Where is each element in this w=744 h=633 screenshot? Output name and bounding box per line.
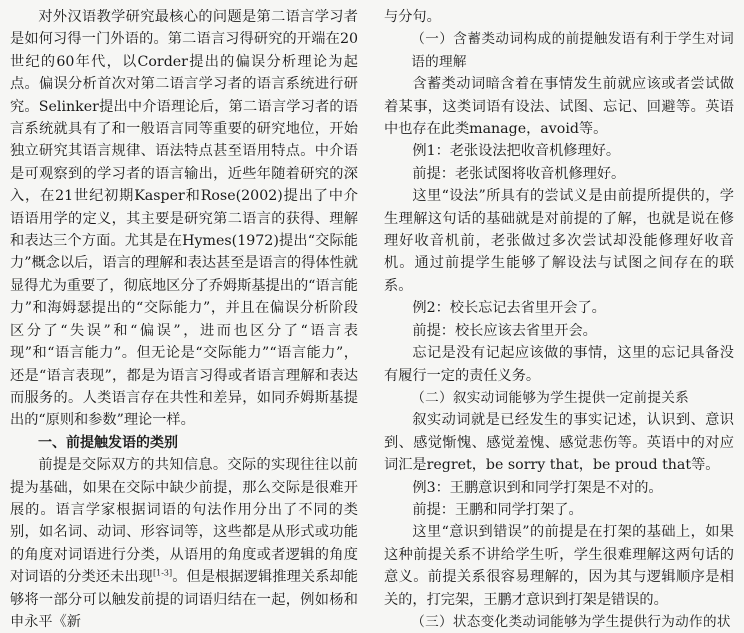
section-heading: 一、前提触发语的类别 <box>38 434 178 451</box>
continued-text: 与分句。 <box>384 9 441 25</box>
example-2-explanation: 忘记是没有记起应该做的事情，这里的忘记具备没有履行一定的责任义务。 <box>384 345 734 384</box>
example-2: 例2：校长忘记去省里开会了。 <box>412 300 606 317</box>
right-column <box>384 6 734 633</box>
subsection-heading-1: （一）含蓄类动词构成的前提触发语有利于学生对词语的理解 <box>411 31 734 70</box>
presupposition-text: 前提是交际双方的共知信息。交际的实现往往以前提为基础，如果在交际中缺少前提，那么交际是很难开展的。语言学家根据词语的句法作用分出了不同的类别，如名词、动词、形容词等，这些都是从形式或功能的角度对词语进行分类，从语用的角度或者逻辑的角度对词语的分类还未出现 <box>10 457 358 586</box>
example-2-presupposition: 前提：校长应该去省里开会。 <box>412 322 597 339</box>
citation-ref: [1-3] <box>152 568 173 578</box>
subsection-heading-2: （二）叙实动词能够为学生提供一定前提关系 <box>411 389 690 406</box>
example-3: 例3：王鹏意识到和同学打架是不对的。 <box>412 479 663 496</box>
presupposition-text-cont: 。但是根据逻辑推理关系却能够将一部分可以触发前提的词语归结在一起，例如杨和申永平《新 <box>10 569 358 630</box>
implicative-verbs-paragraph: 含蓄类动词暗含着在事情发生前就应该或者尝试做着某事，这类词语有设法、试图、忘记、回避等。英语中也存在此类manage，avoid等。 <box>384 76 734 138</box>
example-1-explanation: 这里“设法”所具有的尝试义是由前提所提供的，学生理解这句话的基础就是对前提的了解，也就是说在修理好收音机前，老张做过多次尝试却没能修理好收音机。通过前提学生能够了解设法与试图之间存在的联系。 <box>384 188 734 294</box>
presupposition-paragraph <box>10 454 358 633</box>
example-3-explanation: 这里“意识到错误”的前提是在打架的基础上，如果这种前提关系不讲给学生听，学生很难理解这两句话的意义。前提关系很容易理解的，因为其与逻辑顺序是相关的，打完架，王鹏才意识到打架是错误的。 <box>384 524 734 608</box>
left-column <box>10 6 358 633</box>
example-1: 例1：老张设法把收音机修理好。 <box>412 143 621 160</box>
subsection-heading-3: （三）状态变化类动词能够为学生提供行为动作的状 <box>411 613 731 630</box>
example-3-presupposition: 前提：王鹏和同学打架了。 <box>412 501 583 518</box>
factive-verbs-paragraph: 叙实动词就是已经发生的事实记述，认识到、意识到、感觉惭愧、感觉羞愧、感觉悲伤等。英语中的对应词汇是regret，be sorry that，be proud that等。 <box>384 412 734 474</box>
example-1-presupposition: 前提：老张试图将收音机修理好。 <box>412 165 626 182</box>
intro-paragraph: 对外汉语教学研究最核心的问题是第二语言学习者是如何习得一门外语的。第二语言习得研究的开端在20世纪的60年代，以Corder提出的偏误分析理论为起点。偏误分析首次对第二语言学习者的语言系统进行研究。Selinker提出中介语理论后，第二语言学习者的语言系统就具有了和一般语言同等重要的研究地位，开始独立研究其语言规律、语法特点甚至语用特点。中介语是可观察到的学习者的语言输出，近些年随着研究的深入，在21世纪初期Kasper和Rose(2002)提出了中介语语用学的定义，其主要是研究第二语言的获得、理解和表达三个方面。尤其是在Hymes(1972)提出“交际能力”概念以后，语言的理解和表达甚至是语言的得体性就显得尤为重要了，彻底地区分了乔姆斯基提出的“语言能力”和海姆瑟提出的“交际能力”，并且在偏误分析阶段区分了“失误”和“偏误”，进而也区分了“语言表现”和“语言能力”。但无论是“交际能力”“语言能力”，还是“语言表现”，都是为语言习得或者语言理解和表达而服务的。人类语言存在共性和差异，如同乔姆斯基提出的“原则和参数”理论一样。 <box>10 9 358 429</box>
